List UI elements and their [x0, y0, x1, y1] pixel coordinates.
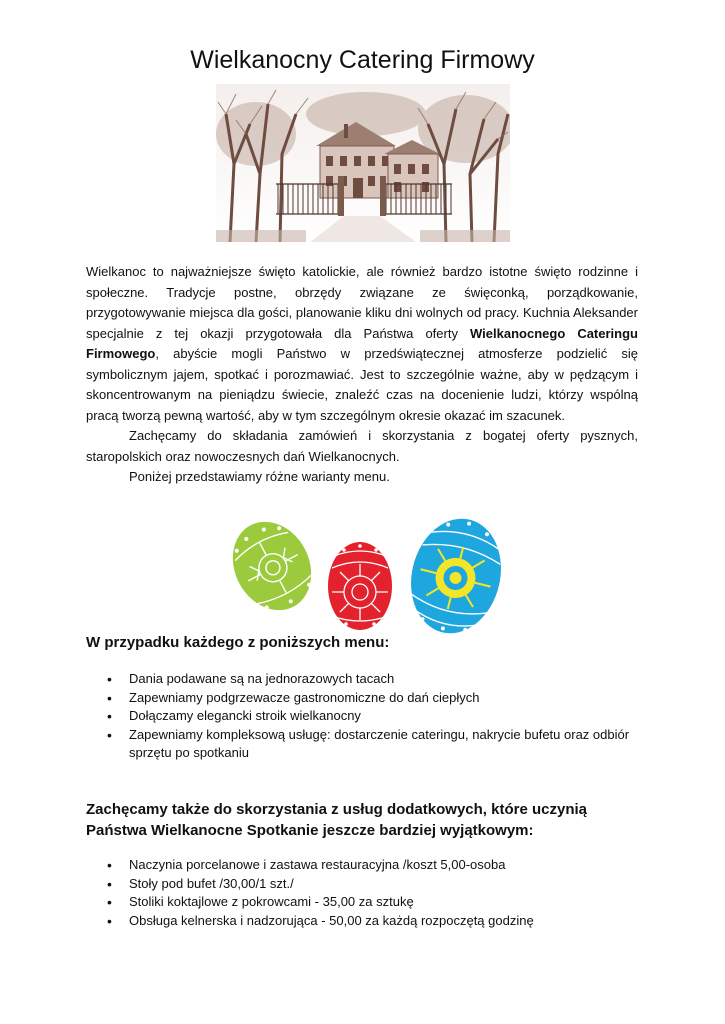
list-item: • Stoliki koktajlowe z pokrowcami - 35,00 za sztukę — [107, 893, 637, 912]
green-egg-icon — [222, 514, 326, 624]
list-item: • Zapewniamy podgrzewacze gastronomiczne do dań ciepłych — [107, 689, 637, 708]
list-item: • Dania podawane są na jednorazowych tacach — [107, 670, 637, 689]
list-item: • Obsługa kelnerska i nadzorująca - 50,00 za każdą rozpoczętą godzinę — [107, 912, 637, 931]
menu-features-list — [107, 670, 637, 763]
list-item: • Stoły pod bufet /30,00/1 szt./ — [107, 875, 637, 894]
blue-egg-icon — [399, 514, 512, 643]
extra-services-list — [107, 856, 637, 930]
red-egg-icon — [328, 542, 392, 630]
section-heading-menu: W przypadku każdego z poniższych menu: — [86, 634, 390, 651]
manor-house-illustration — [216, 84, 510, 242]
easter-eggs-illustration — [222, 514, 518, 644]
intro-paragraph-2: Zachęcamy do składania zamówień i skorzystania z bogatej oferty pysznych, staropolskich oraz nowoczesnych dań Wielkanocnych. — [86, 428, 638, 464]
intro-paragraph-3: Poniżej przedstawiamy różne warianty menu. — [129, 469, 390, 484]
list-item: • Dołączamy elegancki stroik wielkanocny — [107, 707, 637, 726]
intro-text — [86, 262, 638, 488]
catering-name-bold: Wielkanocnego Cateringu Firmowego — [86, 325, 638, 361]
section-heading-extras: Zachęcamy także do skorzystania z usług dodatkowych, które uczynią Państwa Wielkanocne Spotkanie jeszcze bardziej wyjątkowym: — [86, 801, 587, 839]
intro-paragraph-1: Wielkanoc to najważniejsze święto katolickie, ale również bardzo istotne święto rodzinne i społeczne. Tradycje postne, obrzędy związane ze święconką, porządkowanie, przygotowywanie miejsca dla gości, planowanie kliku dni wolnych od pracy. Kuchnia Aleksander specjalnie z tej okazji przygotowała dla Państwa oferty Wielkanocnego Cateringu Firmowego, abyście mogli Państwo w przedświątecznej atmosferze podzielić się symbolicznym jajem, spotkać i porozmawiać. Jest to szczególnie ważne, aby w pędzącym i skoncentrowanym na pieniądzu świecie, znaleźć czas na docenienie ludzi, którzy wspólną pracą tworzą pewną wartość, aby w tym szczególnym okresie okazać im szacunek. — [86, 264, 638, 423]
page-title: Wielkanocny Catering Firmowy — [190, 46, 535, 74]
list-item: • Zapewniamy kompleksową usługę: dostarczenie cateringu, nakrycie bufetu oraz odbiór sprzętu po spotkaniu — [107, 726, 637, 763]
list-item: • Naczynia porcelanowe i zastawa restauracyjna /koszt 5,00-osoba — [107, 856, 637, 875]
